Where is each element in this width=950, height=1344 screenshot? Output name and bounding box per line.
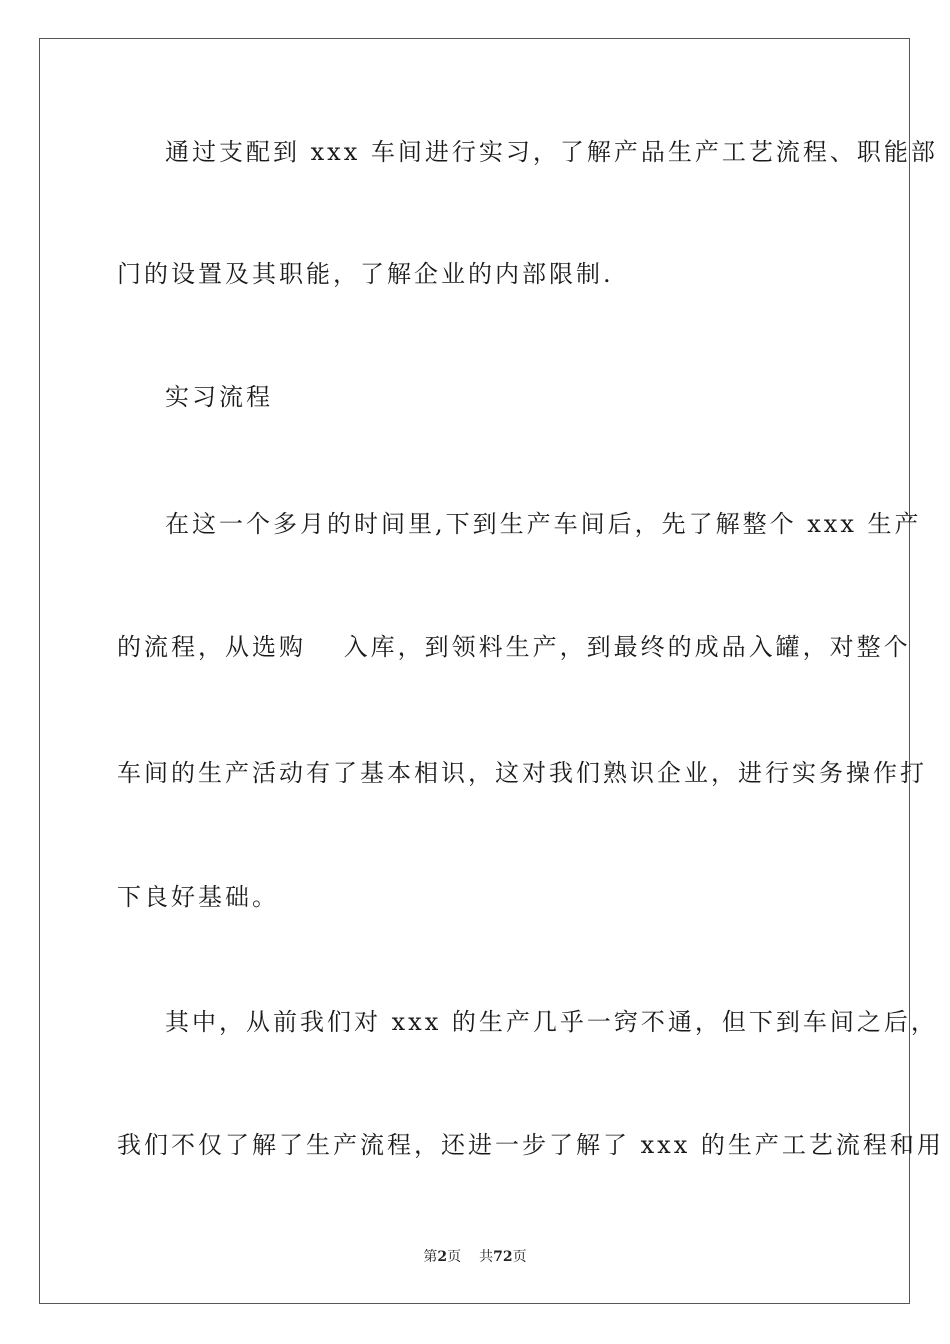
- paragraph-line-6: 下良好基础。: [117, 883, 279, 911]
- paragraph-line-1: 通过支配到 xxx 车间进行实习，了解产品生产工艺流程、职能部: [165, 138, 938, 166]
- section-heading: 实习流程: [165, 383, 273, 411]
- paragraph-line-8: 我们不仅了解了生产流程，还进一步了解了 xxx 的生产工艺流程和用: [117, 1131, 944, 1159]
- page-border: [39, 38, 910, 1304]
- paragraph-line-2: 门的设置及其职能，了解企业的内部限制.: [117, 260, 614, 288]
- page-number: 2: [437, 1249, 448, 1265]
- total-suffix: 页: [512, 1249, 527, 1265]
- page-prefix: 第: [423, 1249, 438, 1265]
- paragraph-line-4: 的流程，从选购 入库，到领料生产，到最终的成品入罐，对整个: [117, 633, 911, 661]
- paragraph-line-3: 在这一个多月的时间里,下到生产车间后，先了解整个 xxx 生产: [165, 510, 922, 538]
- total-pages: 72: [493, 1249, 513, 1265]
- paragraph-line-7: 其中，从前我们对 xxx 的生产几乎一窍不通，但下到车间之后，: [165, 1008, 938, 1036]
- page-suffix: 页: [447, 1249, 462, 1265]
- page-footer: [0, 1248, 950, 1266]
- paragraph-line-5: 车间的生产活动有了基本相识，这对我们熟识企业，进行实务操作打: [117, 759, 927, 787]
- total-prefix: 共: [479, 1249, 494, 1265]
